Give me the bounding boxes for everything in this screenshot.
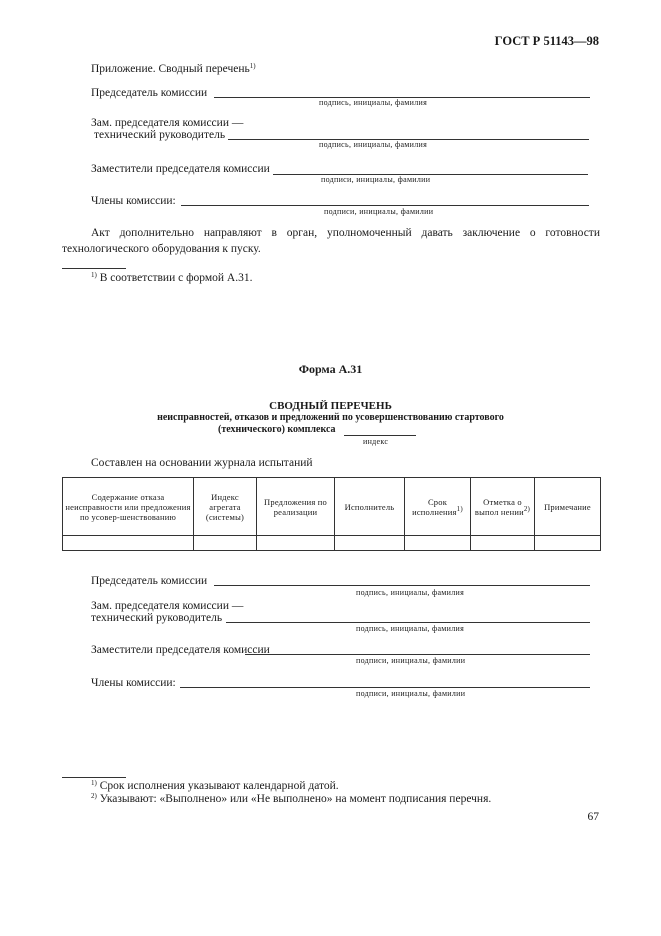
table-cell[interactable] xyxy=(405,536,471,551)
bottom-members-label: Члены комиссии: xyxy=(91,677,176,689)
bottom-vice-chairmen-caption: подписи, инициалы, фамилии xyxy=(356,656,466,665)
table-cell[interactable] xyxy=(194,536,257,551)
table-header-cell: Содержание отказа неисправности или предложения по усовер-шенствованию xyxy=(63,478,194,536)
table-cell[interactable] xyxy=(257,536,335,551)
deputy-caption: подпись, инициалы, фамилия xyxy=(319,140,428,149)
deputy-label-line1: Зам. председателя комиссии — xyxy=(91,117,244,129)
table-header-cell: Индекс агрегата (системы) xyxy=(194,478,257,536)
vice-chairmen-caption: подписи, инициалы, фамилии xyxy=(321,175,431,184)
table-cell[interactable] xyxy=(535,536,601,551)
footnote-separator xyxy=(62,268,126,269)
members-signature-line xyxy=(181,205,589,206)
bottom-chairman-label: Председатель комиссии xyxy=(91,575,208,587)
bottom-vice-chairmen-label: Заместители председателя комиссии xyxy=(91,644,270,656)
document-code: ГОСТ Р 51143—98 xyxy=(494,34,599,48)
bottom-deputy-caption: подпись, инициалы, фамилия xyxy=(356,624,465,633)
footnote-1: $^{1)}$ Срок исполнения указывают календарной датой. xyxy=(91,779,339,792)
appendix-label: Приложение. Сводный перечень$^{1)}$ xyxy=(91,62,256,75)
index-line xyxy=(344,435,416,436)
table-header-cell: Примечание xyxy=(535,478,601,536)
form-title: Форма А.31 xyxy=(298,362,363,376)
bottom-footnote-separator xyxy=(62,777,126,778)
table-header-row xyxy=(63,478,601,536)
bottom-deputy-signature-line xyxy=(226,622,590,623)
bottom-members-caption: подписи, инициалы, фамилии xyxy=(356,689,466,698)
form-heading: СВОДНЫЙ ПЕРЕЧЕНЬ xyxy=(269,400,392,412)
table-header-cell: Предложения по реализации xyxy=(257,478,335,536)
table-header-cell: Исполнитель xyxy=(335,478,405,536)
vice-chairmen-label: Заместители председателя комиссии xyxy=(91,163,270,175)
act-paragraph: Акт дополнительно направляют в орган, уполномоченный давать заключение о готовности технологического оборудования к пуску. xyxy=(62,227,600,255)
table-header-cell: Отметка о выпол нении$^{2)}$ xyxy=(471,478,535,536)
table-header-cell: Срок исполнения$^{1)}$ xyxy=(405,478,471,536)
form-subheading-line1: неисправностей, отказов и предложений по усовершенствованию стартового xyxy=(157,412,504,423)
chairman-label: Председатель комиссии xyxy=(91,87,208,99)
deputy-label-line2: технический руководитель xyxy=(94,129,226,141)
bottom-vice-chairmen-signature-line xyxy=(245,654,590,655)
form-subheading-line2: (технического) комплекса xyxy=(218,424,336,435)
table-cell[interactable] xyxy=(335,536,405,551)
footnote-2: $^{2)}$ Указывают: «Выполнено» или «Не выполнено» на момент подписания перечня. xyxy=(91,792,492,805)
bottom-deputy-label-line2: технический руководитель xyxy=(91,612,223,624)
bottom-deputy-label-line1: Зам. председателя комиссии — xyxy=(91,600,244,612)
bottom-members-signature-line xyxy=(180,687,590,688)
summary-table xyxy=(62,477,601,551)
index-caption: индекс xyxy=(363,437,389,446)
basis-text: Составлен на основании журнала испытаний xyxy=(91,457,313,469)
table-cell[interactable] xyxy=(471,536,535,551)
members-caption: подписи, инициалы, фамилии xyxy=(324,207,434,216)
table-row xyxy=(63,536,601,551)
chairman-caption: подпись, инициалы, фамилия xyxy=(319,98,428,107)
top-footnote: $^{1)}$ В соответствии с формой А.31. xyxy=(91,271,253,284)
members-label: Члены комиссии: xyxy=(91,195,176,207)
bottom-chairman-signature-line xyxy=(214,585,590,586)
table-cell[interactable] xyxy=(63,536,194,551)
page-number: 67 xyxy=(587,811,599,823)
bottom-chairman-caption: подпись, инициалы, фамилия xyxy=(356,588,465,597)
